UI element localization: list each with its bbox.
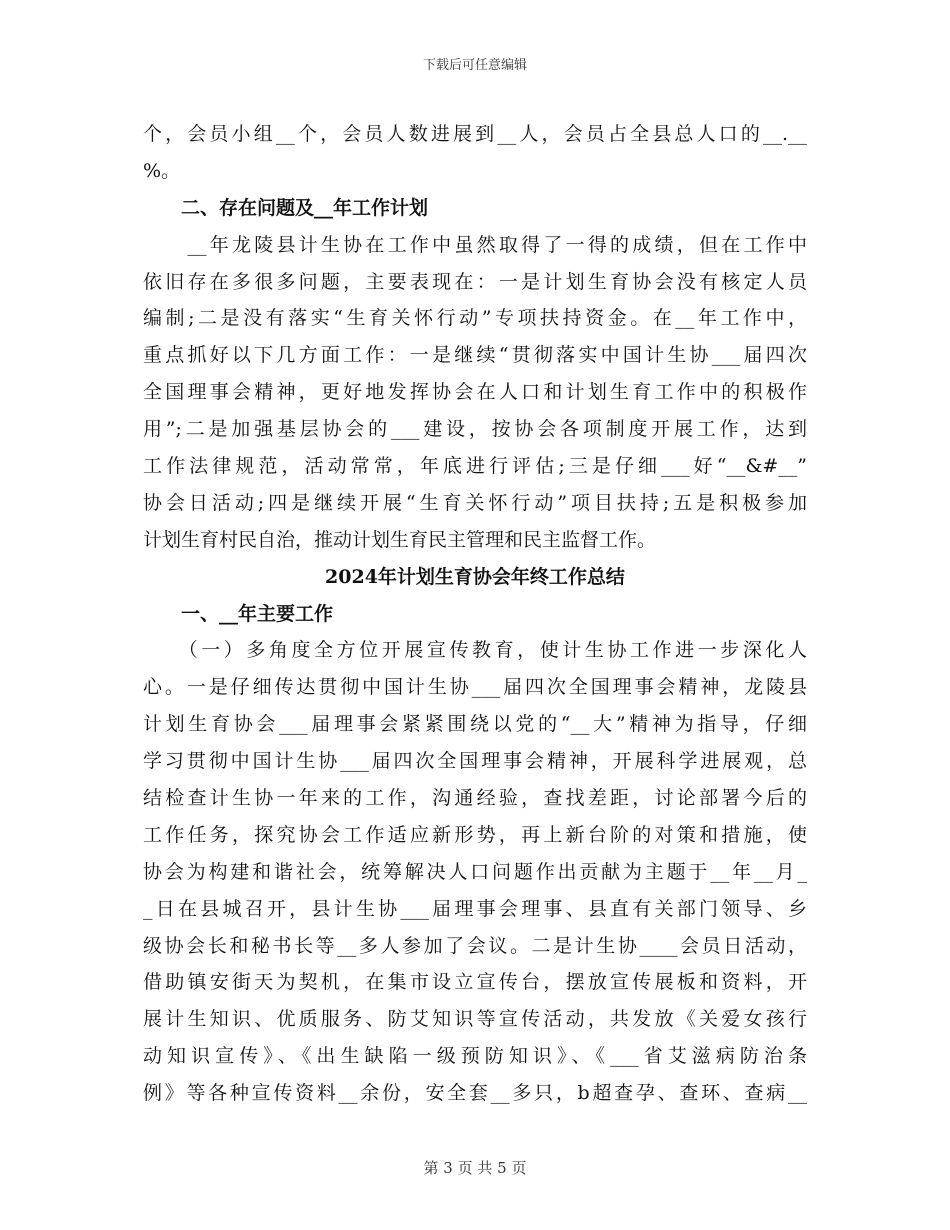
text-line: 重点抓好以下几方面工作：一是继续“贯彻落实中国计生协___届四次 bbox=[143, 344, 807, 367]
section-heading: 二、存在问题及__年工作计划 bbox=[143, 196, 429, 219]
text-line: 协会为构建和谐社会，统筹解决人口问题作出贡献为主题于__年__月_ bbox=[143, 860, 807, 883]
text-line: （一）多角度全方位开展宣传教育，使计生协工作进一步深化人 bbox=[143, 639, 807, 662]
text-line: 工作任务，探究协会工作适应新形势，再上新台阶的对策和措施，使 bbox=[143, 823, 807, 846]
text-line: 动知识宣传》、《出生缺陷一级预防知识》、《___省艾滋病防治条 bbox=[143, 1045, 807, 1068]
text-line: 借助镇安街天为契机，在集市设立宣传台，摆放宣传展板和资料，开 bbox=[143, 971, 807, 994]
section-heading: 一、__年主要工作 bbox=[143, 602, 334, 625]
text-line: 全国理事会精神，更好地发挥协会在人口和计划生育工作中的积极作 bbox=[143, 381, 807, 404]
text-line: 例》等各种宣传资料__余份，安全套__多只，b超查孕、查环、查病__ bbox=[143, 1082, 807, 1105]
text-line: _日在县城召开，县计生协___届理事会理事、县直有关部门领导、乡 bbox=[143, 897, 807, 920]
text-line: 编制;二是没有落实“生育关怀行动”专项扶持资金。在__年工作中， bbox=[143, 307, 807, 330]
text-line: 计划生育村民自治，推动计划生育民主管理和民主监督工作。 bbox=[143, 528, 657, 551]
document-body bbox=[143, 116, 807, 1112]
text-line: %。 bbox=[143, 159, 181, 182]
text-line: 级协会长和秘书长等__多人参加了会议。二是计生协____会员日活动， bbox=[143, 934, 807, 957]
text-line: 个，会员小组__个，会员人数进展到__人，会员占全县总人口的__.__ bbox=[143, 123, 807, 145]
page-number: 第 3 页 共 5 页 bbox=[423, 1159, 527, 1177]
page-header: 下载后可任意编辑 bbox=[422, 58, 527, 73]
text-line: 用”;二是加强基层协会的___建设，按协会各项制度开展工作，达到 bbox=[143, 418, 807, 441]
text-line: 心。一是仔细传达贯彻中国计生协___届四次全国理事会精神，龙陵县 bbox=[143, 676, 807, 699]
text-line: 学习贯彻中国计生协___届四次全国理事会精神，开展科学进展观，总 bbox=[143, 750, 807, 773]
text-line: 工作法律规范，活动常常，年底进行评估;三是仔细___好“__&#__” bbox=[143, 455, 807, 478]
text-line: 依旧存在多很多问题，主要表现在：一是计划生育协会没有核定人员 bbox=[143, 270, 807, 293]
text-line: 计划生育协会___届理事会紧紧围绕以党的“__大”精神为指导，仔细 bbox=[143, 713, 807, 736]
document-title: 2024年计划生育协会年终工作总结 bbox=[325, 565, 625, 588]
text-line: 结检查计生协一年来的工作，沟通经验，查找差距，讨论部署今后的 bbox=[143, 787, 807, 810]
text-line: 协会日活动;四是继续开展“生育关怀行动”项目扶持;五是积极参加 bbox=[143, 491, 807, 514]
text-line: 展计生知识、优质服务、防艾知识等宣传活动，共发放《关爱女孩行 bbox=[143, 1008, 807, 1031]
text-line: __年龙陵县计生协在工作中虽然取得了一得的成绩，但在工作中 bbox=[143, 233, 807, 256]
